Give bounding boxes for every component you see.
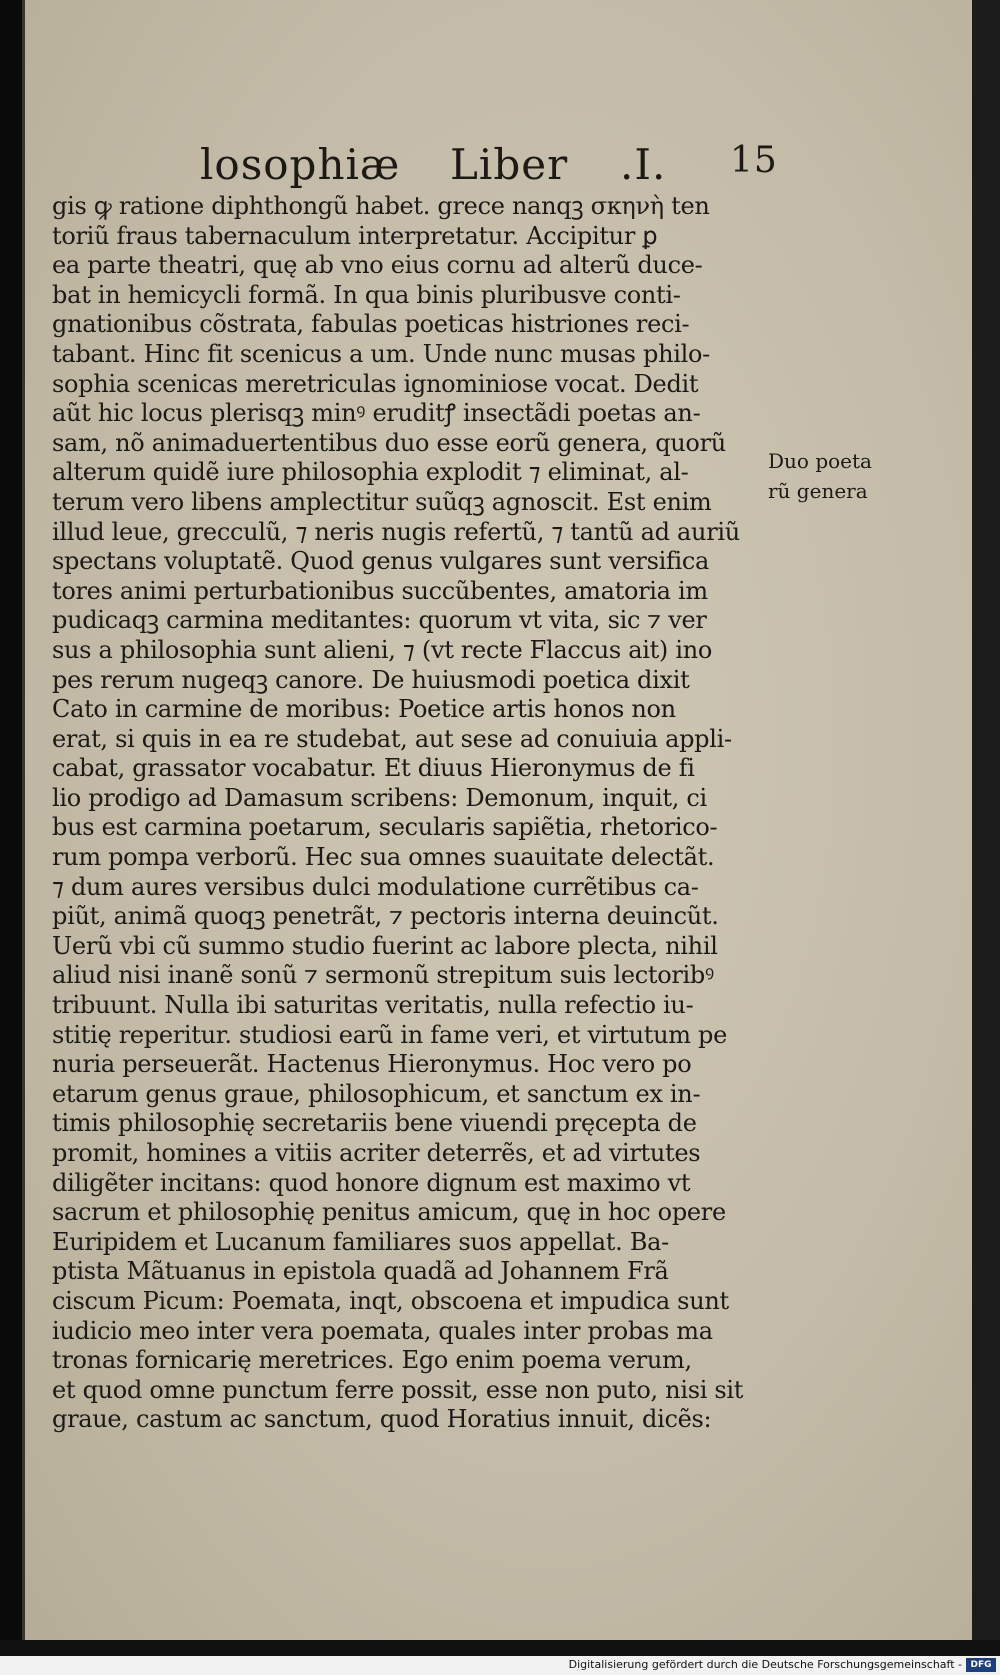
- text-line: aũt hic locus plerisqꝫ minꝰ eruditꝭ insectãdi poetas an-: [52, 399, 701, 428]
- text-line: cabat, grassator vocabatur. Et diuus Hieronymus de fi: [52, 754, 695, 783]
- footer-credit: Digitalisierung gefördert durch die Deutsche Forschungsgemeinschaft -: [568, 1658, 962, 1671]
- text-line: etarum genus graue, philosophicum, et sanctum ex in-: [52, 1079, 701, 1108]
- text-line: stitię reperitur. studiosi earũ in fame veri, et virtutum pe: [52, 1020, 728, 1049]
- text-line: promit, homines a vitiis acriter deterrẽs, et ad virtutes: [52, 1139, 701, 1167]
- text-line: Cato in carmine de moribus: Poetice artis honos non: [52, 695, 676, 724]
- text-line: sacrum et philosophię penitus amicum, quę in hoc opere: [52, 1198, 726, 1227]
- text-line: graue, castum ac sanctum, quod Horatius innuit, dicẽs:: [52, 1405, 712, 1434]
- page-number: 15: [730, 140, 778, 181]
- text-line: alterum quidẽ iure philosophia explodit ⁊ eliminat, al-: [52, 458, 689, 487]
- header-part: .I.: [620, 140, 667, 189]
- text-line: aliud nisi inanẽ sonũ ⁊ sermonũ strepitum suis lectoribꝰ: [52, 961, 714, 990]
- text-line: sus a philosophia sunt alieni, ⁊ (vt recte Flaccus ait) ino: [52, 635, 713, 664]
- text-line: tribuunt. Nulla ibi saturitas veritatis, nulla refectio iu-: [52, 991, 694, 1020]
- text-line: tores animi perturbationibus succũbentes, amatoria im: [52, 576, 708, 605]
- text-line: gnationibus cõstrata, fabulas poeticas histriones reci-: [52, 310, 690, 339]
- text-line: sam, nõ animaduertentibus duo esse eorũ genera, quorũ: [52, 428, 726, 457]
- dfg-logo: DFG: [966, 1658, 996, 1672]
- text-line: rum pompa verborũ. Hec sua omnes suauitate delectãt.: [52, 843, 715, 872]
- text-line: tronas fornicarię meretrices. Ego enim poema verum,: [52, 1346, 692, 1375]
- scan-edge: [972, 0, 1000, 1640]
- text-line: pes rerum nugeqꝫ canore. De huiusmodi poetica dixit: [52, 665, 690, 694]
- text-line: ⁊ dum aures versibus dulci modulatione currẽtibus ca-: [52, 872, 699, 901]
- digitization-footer: [0, 1656, 1000, 1675]
- text-line: terum vero libens amplectitur suũqꝫ agnoscit. Est enim: [52, 487, 712, 516]
- text-line: iudicio meo inter vera poemata, quales inter probas ma: [52, 1316, 713, 1345]
- text-line: sophia scenicas meretriculas ignominiose vocat. Dedit: [52, 369, 699, 398]
- text-line: ptista Mãtuanus in epistola quadã ad Johannem Frã: [52, 1257, 669, 1286]
- text-line: et quod omne punctum ferre possit, esse non puto, nisi sit: [52, 1375, 744, 1404]
- text-line: lio prodigo ad Damasum scribens: Demonum, inquit, ci: [52, 783, 707, 812]
- text-line: tabant. Hinc fit scenicus a um. Unde nunc musas philo-: [52, 339, 710, 368]
- text-line: piũt, animã quoqꝫ penetrãt, ⁊ pectoris interna deuincũt.: [52, 902, 719, 931]
- header-book: Liber: [450, 140, 569, 189]
- text-line: diligẽter incitans: quod honore dignum est maximo vt: [52, 1168, 691, 1197]
- text-line: toriũ fraus tabernaculum interpretatur. Accipitur ꝑ: [52, 221, 658, 250]
- text-line: Euripidem et Lucanum familiares suos appellat. Ba-: [52, 1227, 669, 1256]
- text-line: nuria perseuerãt. Hactenus Hieronymus. Hoc vero po: [52, 1050, 692, 1079]
- text-line: timis philosophię secretariis bene viuendi pręcepta de: [52, 1109, 697, 1138]
- header-title: losophiæ: [200, 140, 401, 189]
- margin-note-line: Duo poeta: [768, 449, 872, 473]
- text-line: pudicaqꝫ carmina meditantes: quorum vt vita, sic ⁊ ver: [52, 606, 707, 635]
- text-line: ea parte theatri, quę ab vno eius cornu ad alterũ duce-: [52, 251, 703, 280]
- text-line: bus est carmina poetarum, secularis sapiẽtia, rhetorico-: [52, 813, 718, 842]
- text-line: gis ꝙ ratione diphthongũ habet. grece nanqꝫ σκηνὴ ten: [52, 192, 710, 220]
- margin-note-line: rũ genera: [768, 479, 868, 503]
- text-line: erat, si quis in ea re studebat, aut sese ad conuiuia appli-: [52, 724, 732, 753]
- text-line: Uerũ vbi cũ summo studio fuerint ac labore plecta, nihil: [52, 931, 718, 960]
- text-line: bat in hemicycli formã. In qua binis pluribusve conti-: [52, 280, 681, 309]
- text-line: spectans voluptatẽ. Quod genus vulgares sunt versifica: [52, 547, 710, 576]
- text-line: ciscum Picum: Poemata, inqt, obscoena et impudica sunt: [52, 1286, 729, 1315]
- body-text: [52, 192, 762, 1435]
- running-header: [200, 140, 778, 190]
- text-line: illud leue, grecculũ, ⁊ neris nugis refertũ, ⁊ tantũ ad auriũ: [52, 517, 740, 546]
- margin-note: [768, 446, 888, 506]
